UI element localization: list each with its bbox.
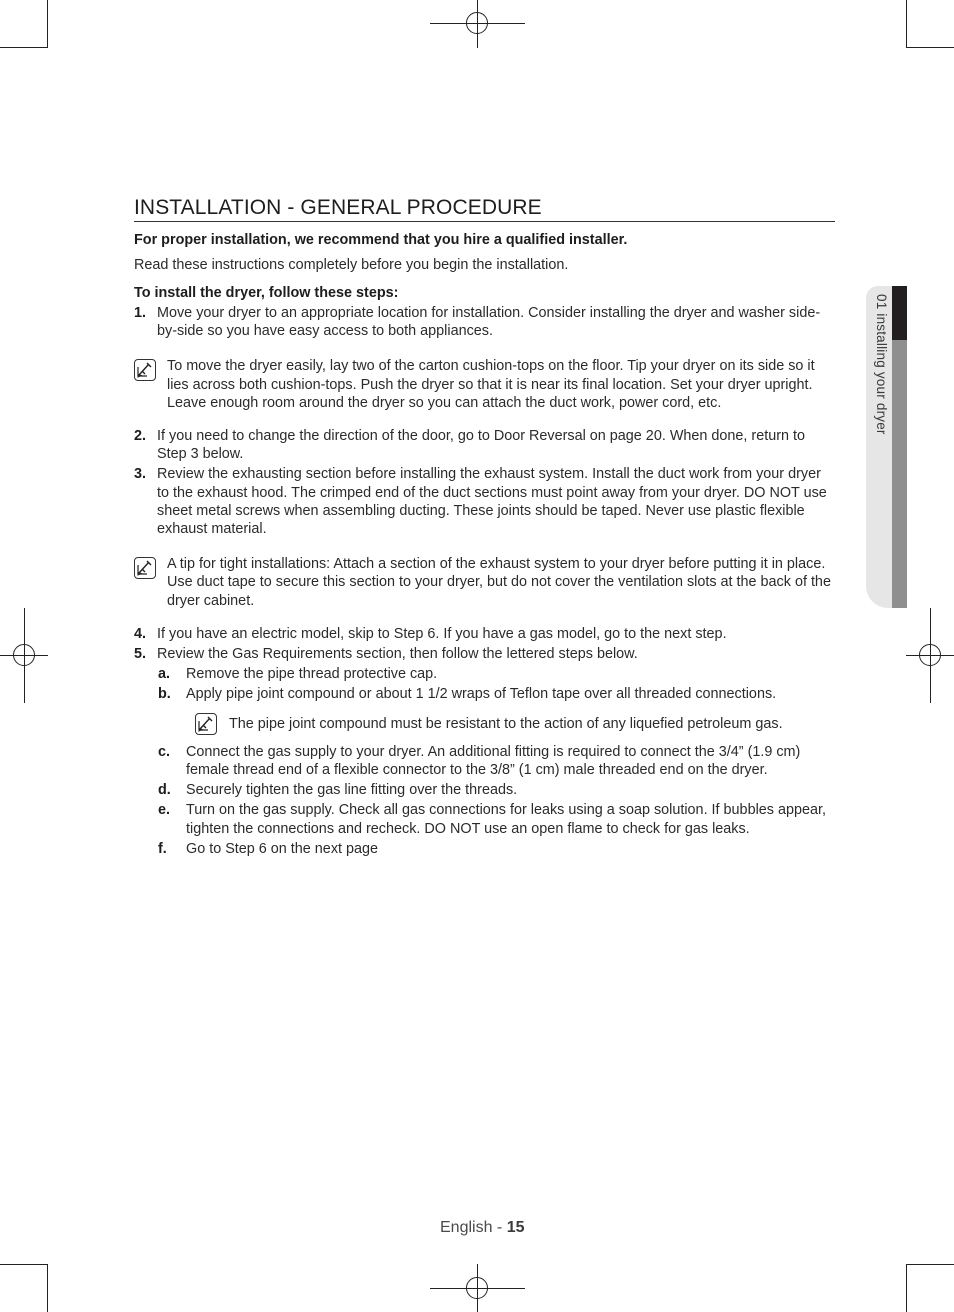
substep-text: Securely tighten the gas line fitting over the threads. xyxy=(186,782,518,799)
note-text: The pipe joint compound must be resistant to the action of any liquefied petroleum gas. xyxy=(229,715,783,732)
substep-letter: a. xyxy=(158,666,171,683)
substep-b xyxy=(134,685,835,703)
step-text: If you need to change the direction of the door, go to Door Reversal on page 20. When done, return to Step 3 below. xyxy=(157,428,806,463)
note-3 xyxy=(195,715,835,733)
step-number: 1. xyxy=(134,305,147,321)
step-text: If you have an electric model, skip to Step 6. If you have a gas model, go to the next step. xyxy=(157,625,727,642)
note-1 xyxy=(134,357,835,412)
substep-d xyxy=(134,781,835,799)
substep-text: Remove the pipe thread protective cap. xyxy=(186,666,438,683)
substep-text: Apply pipe joint compound or about 1 1/2 wraps of Teflon tape over all threaded connections. xyxy=(186,686,777,703)
step-number: 2. xyxy=(134,428,147,445)
note-text: To move the dryer easily, lay two of the carton cushion-tops on the floor. Tip your dryer on its side so it lies across both cushion-tops. Push the dryer so that it is near its final location. Set your dryer upright. Leave enough room around the dryer so you can attach the duct work, power cord, etc. xyxy=(167,358,815,411)
note-pencil-icon xyxy=(134,557,156,579)
step-5 xyxy=(134,645,835,663)
section-tab-label: 01 installing your dryer xyxy=(874,294,889,435)
page-footer xyxy=(440,1219,525,1237)
note-text: A tip for tight installations: Attach a section of the exhaust system to your dryer before putting it in place. Use duct tape to secure this section to your dryer, but do not cover the ventilation slots at the back of the dryer cabinet. xyxy=(167,556,831,609)
step-3 xyxy=(134,465,835,538)
note-pencil-icon xyxy=(134,359,156,381)
substep-letter: f. xyxy=(158,840,167,857)
step-text: Move your dryer to an appropriate location for installation. Consider installing the dryer and washer side-by-side so you have easy access to both appliances. xyxy=(157,305,821,340)
footer-language: English - xyxy=(440,1219,507,1236)
substep-letter: c. xyxy=(158,743,171,760)
intro-bold: For proper installation, we recommend that you hire a qualified installer. xyxy=(134,232,628,248)
substep-letter: d. xyxy=(158,782,171,799)
page-number: 15 xyxy=(506,1219,525,1236)
substep-letter: b. xyxy=(158,686,171,703)
substep-text: Connect the gas supply to your dryer. An additional fitting is required to connect the 3/4” (1.9 cm) female thread end of a flexible connector to the 3/8” (1 cm) male threaded end on the dryer. xyxy=(186,743,801,779)
substep-f xyxy=(134,840,835,858)
substep-a xyxy=(134,665,835,683)
step-number: 5. xyxy=(134,646,147,663)
intro-text: Read these instructions completely before you begin the installation. xyxy=(134,257,569,273)
substep-letter: e. xyxy=(158,802,171,819)
step-text: Review the Gas Requirements section, then follow the lettered steps below. xyxy=(157,646,638,663)
substep-text: Turn on the gas supply. Check all gas connections for leaks using a soap solution. If bubbles appear, tighten the connections and recheck. DO NOT use an open flame to check for gas leaks. xyxy=(186,802,826,837)
main-content xyxy=(134,195,835,858)
step-text: Review the exhausting section before installing the exhaust system. Install the duct work from your dryer to the exhaust hood. The crimped end of the duct sections must point away from your dryer. DO NOT use sheet metal screws when assembling ducting. These joints should be taped. Never use plastic flexible exhaust material. xyxy=(157,466,827,538)
step-number: 3. xyxy=(134,466,147,483)
step-4 xyxy=(134,625,835,643)
substep-text: Go to Step 6 on the next page xyxy=(186,840,379,857)
note-2 xyxy=(134,555,835,610)
page-title: INSTALLATION - GENERAL PROCEDURE xyxy=(134,195,835,222)
note-pencil-icon xyxy=(195,713,217,735)
section-tab-marker xyxy=(892,286,907,340)
section-tab-bar xyxy=(892,340,907,608)
substep-c xyxy=(134,743,835,779)
step-number: 4. xyxy=(134,625,147,642)
steps-heading: To install the dryer, follow these steps: xyxy=(134,285,399,301)
step-1 xyxy=(134,304,835,340)
substep-e xyxy=(134,801,835,837)
step-2 xyxy=(134,427,835,463)
